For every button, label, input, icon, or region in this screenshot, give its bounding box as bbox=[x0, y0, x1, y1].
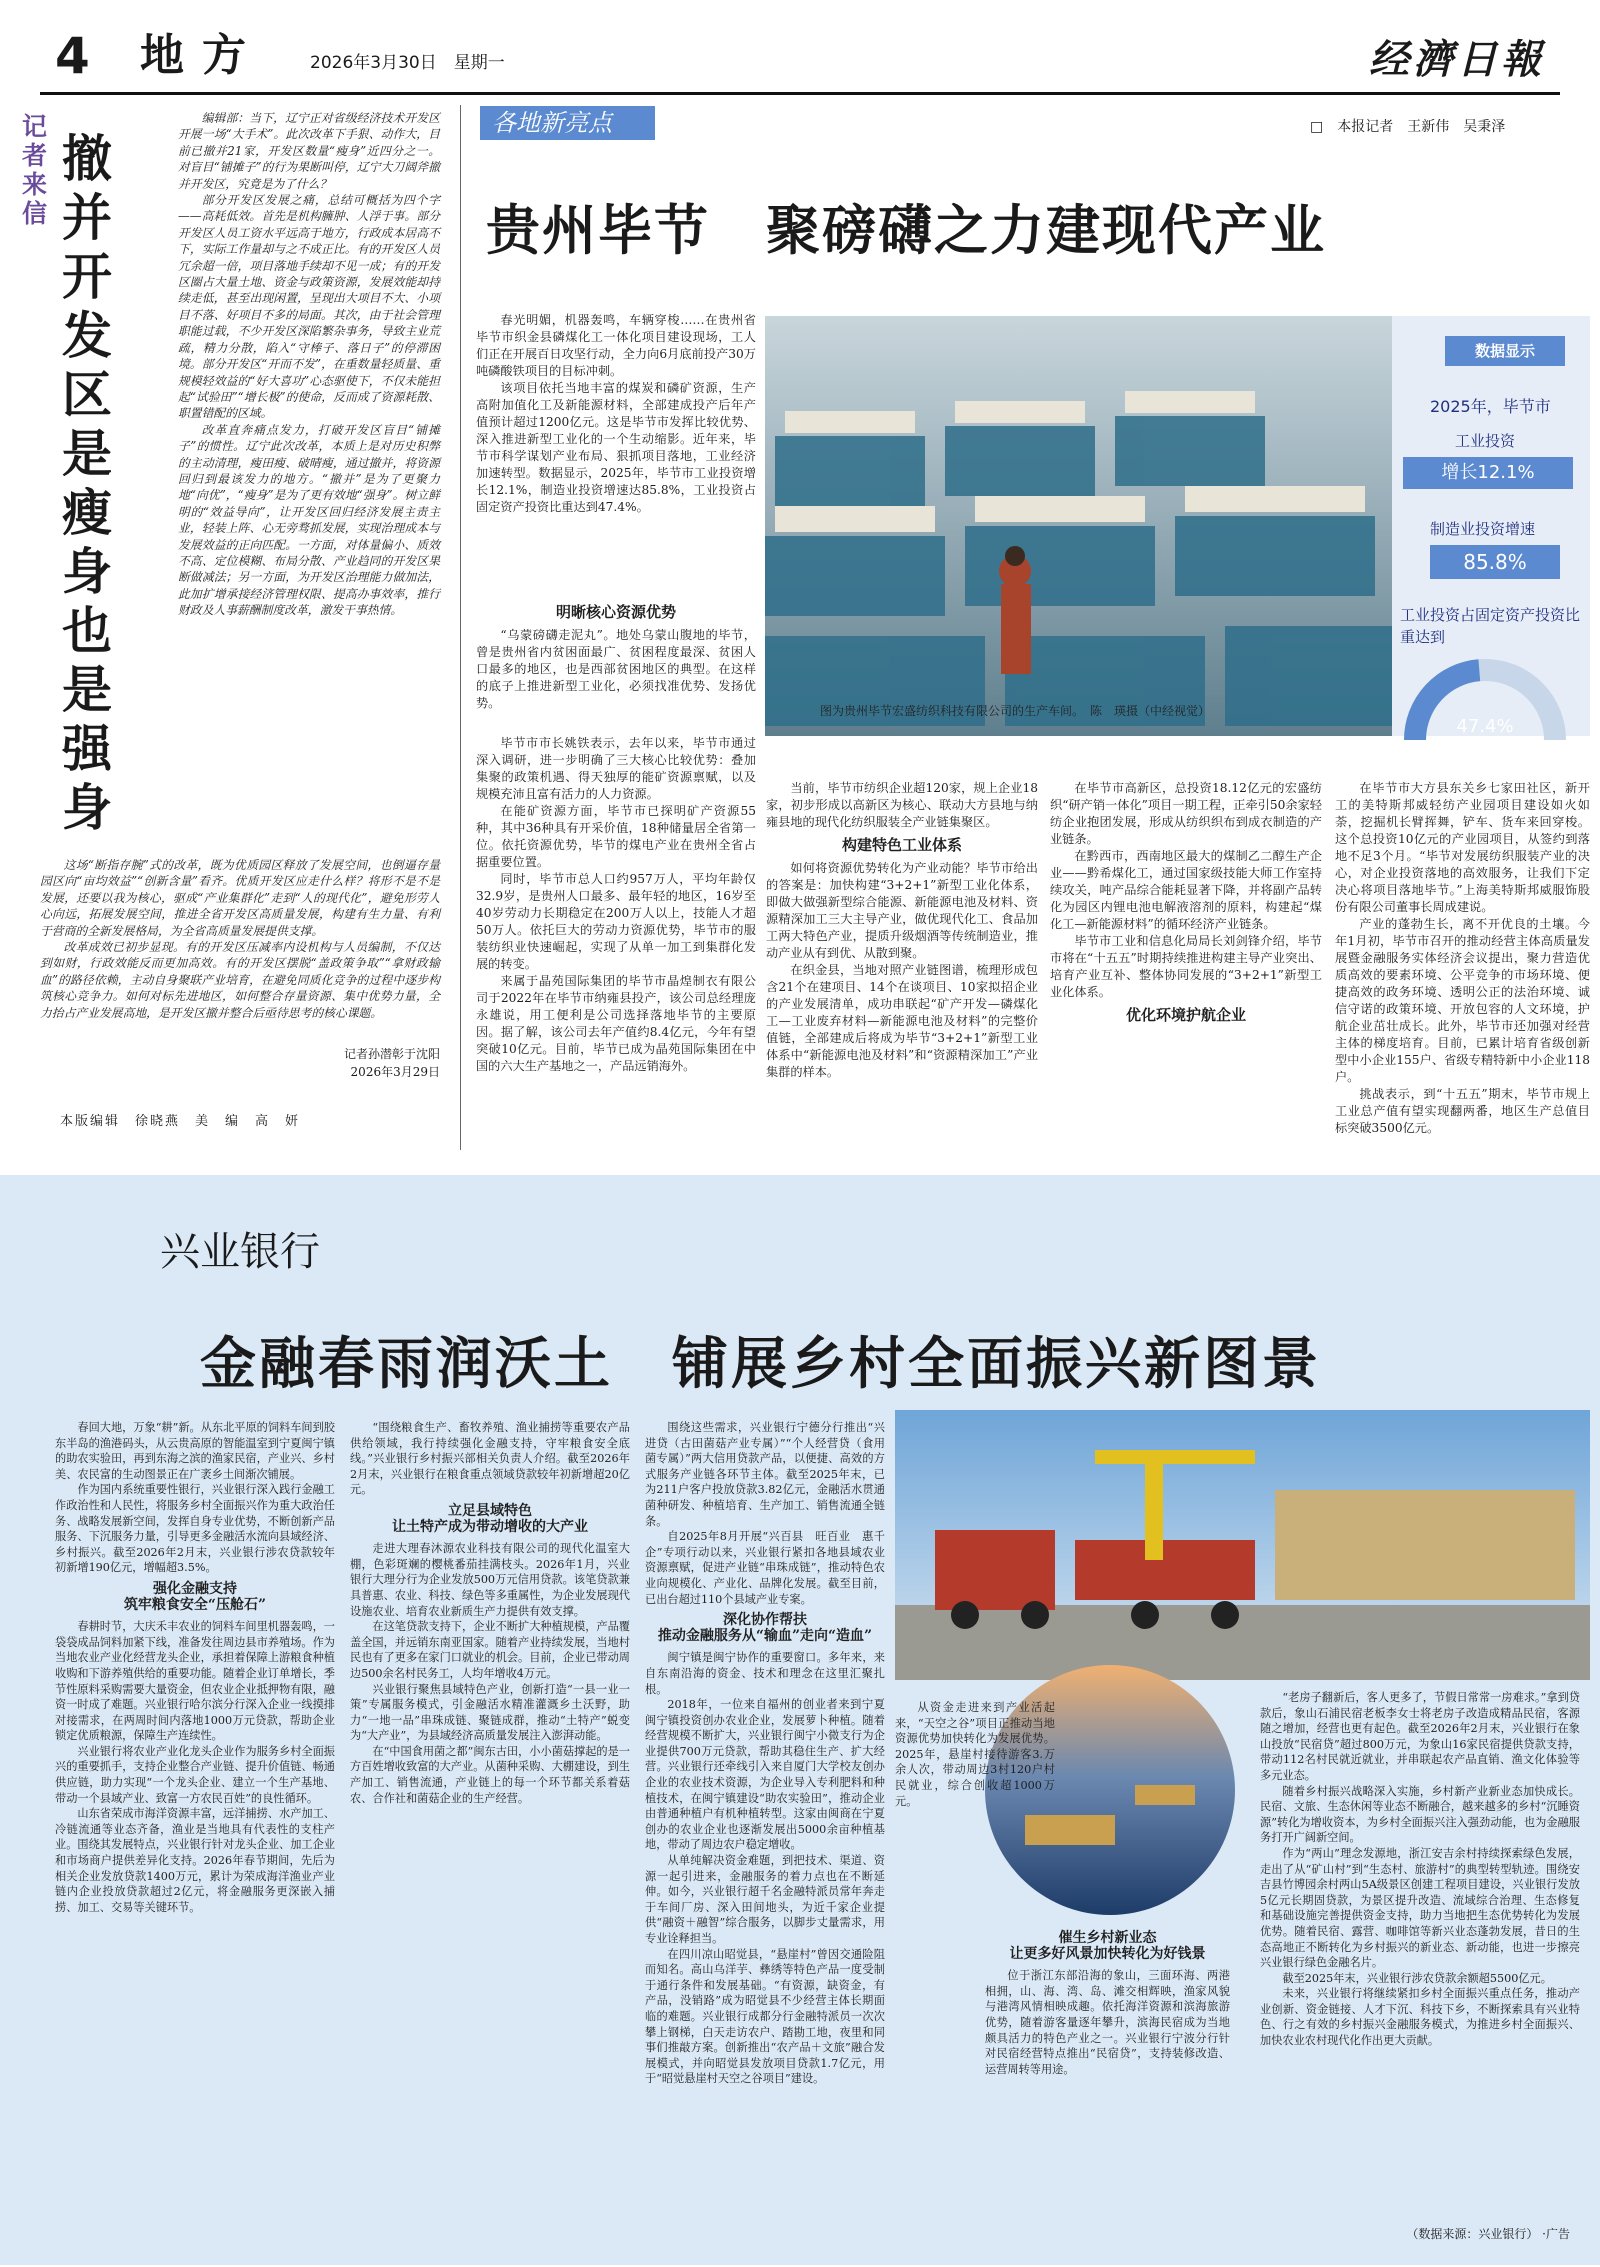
advertorial-column bbox=[1260, 1690, 1580, 2049]
article-column bbox=[476, 735, 756, 1075]
paragraph: 从资金走进来到产业活起来，“天空之谷”项目正推动当地资源优势加快转化为发展优势。2025年，悬崖村接待游客3.万余人次，带动周边3村120户村民就业，综合创收超1000万元。 bbox=[895, 1701, 1055, 1808]
paragraph: 作为国内系统重要性银行，兴业银行深入践行金融工作政治性和人民性，将服务乡村全面振兴作为重大政治任务、战略发展新空间，发挥自身专业优势，不断创新产品服务、下沉服务力量，引导更多金融活水流向县域经济、乡村振兴。截至2026年2月末，兴业银行涉农贷款较年初新增190亿元，增幅超3.5%。 bbox=[55, 1483, 335, 1575]
paragraph: 改革直奔痛点发力，打破开发区盲目“铺摊子”的惯性。辽宁此次改革，本质上是对历史积弊的主动清理，瘦田瘦、破晴瘦，通过撤并，将资源回归到最该发力的地方。“撤并”是为了更聚力地“向优”，“瘦身”是为了更有效地“强身”。树立鲜明的“效益导向”，让开发区回归经济发展主责主业，轻装上阵、心无旁骛抓发展，实现治理成本与发展效益的正向匹配。一方面，对体量偏小、质效不高、定位模糊、布局分散、产业趋同的开发区果断做减法；另一方面，为开发区治理能力做加法，此加扩增承接经济管理权限、提高办事效率，推行财政及人事薪酬制度改革，激发干事热情。 bbox=[178, 422, 440, 618]
paragraph: 这场“断指存腕”式的改革，既为优质园区释放了发展空间，也倒逼存量园区向“亩均效益”“创新含量”看齐。优质开发区应走什么样？将形不是不是发展，还要以我为核心，驱成“产业集群化”走到“人的现代化”，避免形劳人心向远，拓展发展空间，推进全省开发区高质量发展，构建有生力量、有利于营商的全新发展格局，为全省高质量发展提供支撑。 bbox=[40, 858, 440, 938]
advertorial-column bbox=[895, 1700, 1055, 1809]
advertorial-source bbox=[1406, 2225, 1570, 2242]
share-gauge bbox=[1395, 652, 1575, 742]
subheading: 优化环境护航企业 bbox=[1125, 1006, 1246, 1024]
subheading: 催生乡村新业态 让更多好风景加快转化为好钱景 bbox=[1009, 1930, 1206, 1962]
paragraph: 该项目依托当地丰富的煤炭和磷矿资源，生产高附加值化工及新能源材料，全部建成投产后年产值预计超过1200亿元。这是毕节市发挥比较优势、深入推进新型工业化的一个生动缩影。近年来，毕节市科学谋划产业布局、狠抓项目落地，工业经济加速转型。数据显示，2025年，毕节市工业投资增长12.1%，制造业投资增速达85.8%，工业投资占固定资产投资比重达到47.4%。 bbox=[476, 381, 756, 514]
paragraph: 在能矿资源方面，毕节市已探明矿产资源55种，其中36种具有开采价值，18种储量居全省第一位。依托资源优势，毕节的煤电产业在贵州全省占据重要位置。 bbox=[476, 804, 756, 869]
paragraph: 山东省荣成市海洋资源丰富，远洋捕捞、水产加工、冷链流通等业态齐备，渔业是当地具有代表性的支柱产业。围绕其发展特点，兴业银行针对龙头企业、加工企业和市场商户提供差异化支持。2026年春节期间，先后为相关企业发放贷款1400万元，累计为荣成海洋渔业产业链内企业投放贷款超过2亿元，将金融服务更深嵌入捕捞、加工、交易等关键环节。 bbox=[55, 1807, 335, 1914]
issue-date: 2026年3月30日 星期一 bbox=[310, 53, 505, 73]
paragraph: 从单纯解决资金难题，到把技术、渠道、资源一起引进来，金融服务的着力点也在不断延伸。如今，兴业银行超千名金融特派员常年奔走于车间厂房、深入田间地头，为近千家企业提供“融资＋融智”综合服务，以脚步丈量需求，用专业诠释担当。 bbox=[645, 1854, 885, 1945]
paragraph: 春耕时节，大庆禾丰农业的饲料车间里机器轰鸣，一袋袋成品饲料加紧下线，准备发往周边县市养殖场。作为当地农业产业化经营龙头企业，承担着保障上游粮食种植收购和下游养殖供给的重要功能。随着企业订单增长，季节性原料采购需要大量资金，但农业企业抵押物有限，融资一时成了难题。兴业银行哈尔滨分行深入企业一线摸排对接需求，在两周时间内落地1000万元贷款，帮助企业锁定优质粮源，保障生产连续性。 bbox=[55, 1620, 335, 1743]
paragraph: 春回大地，万象“耕”新。从东北平原的饲料车间到胶东半岛的渔港码头，从云贵高原的智能温室到宁夏闽宁镇的助农实验田，再到东海之滨的渔家民宿，产业兴、乡村美、农民富的生动图景正在广袤乡土间渐次铺展。 bbox=[55, 1421, 335, 1481]
advertorial-column bbox=[350, 1420, 630, 1806]
left-article-body-bottom bbox=[40, 857, 440, 1021]
advertorial-brand: 兴业银行 bbox=[160, 1229, 320, 1275]
article-column bbox=[476, 598, 756, 712]
factory-photo bbox=[765, 316, 1395, 736]
paragraph: 来属于晶苑国际集团的毕节市晶煌制衣有限公司于2022年在毕节市纳雍县投产，该公司总经理庞永雄说，用工便利是公司选择落地毕节的主要原因。据了解，该公司去年产值约8.4亿元，今年有望突破10亿元。目前，毕节已成为晶苑国际集团在中国的六大生产基地之一，产品远销海外。 bbox=[476, 974, 756, 1073]
paragraph: 2018年，一位来自福州的创业者来到宁夏闽宁镇投资创办农业企业，发展萝卜种植。随着经营规模不断扩大，兴业银行闽宁小微支行为企业提供700万元贷款，帮助其稳住生产、扩大经营。兴业银行还牵线引入来自厦门大学校友创办企业的农业技术资源，为企业导入专利肥料和种植技术，在闽宁镇建设“助农实验田”，推动企业由普通种植户有机种植转型。这家由闽商在宁夏创办的农业企业也逐渐发展出5000余亩种植基地，带动了周边农户稳定增收。 bbox=[645, 1698, 885, 1852]
signature-author: 记者孙潜彰于沈阳 bbox=[343, 1047, 440, 1061]
article-column bbox=[1050, 780, 1322, 1030]
subheading: 立足县域特色 让土特产成为带动增收的大产业 bbox=[392, 1502, 588, 1535]
stat-value-share: 47.4% bbox=[1456, 716, 1514, 737]
paragraph: 改革成效已初步显现。有的开发区压减率内设机构与人员编制，不仅达到如财，行政效能反而更加高效。有的开发区摆脱“盖政策争取”“拿财政输血”的路径依赖，主动自身聚联产业培育，在避免同质化竞争的过程中逐步构筑核心竞争力。如何对标先进地区，如何整合存量资源、集中优势力量，全力抬占产业发展高地，是开发区撤并整合后亟待思考的核心课题。 bbox=[40, 940, 440, 1020]
paragraph: 兴业银行聚焦县域特色产业，创新打造“一县一业一策”专属服务模式，引金融活水精准灌溉乡土沃野，助力“一地一品”串珠成链、聚链成群，推动“土特产”蜕变为“大产业”，为县域经济高质量发展注入澎湃动能。 bbox=[350, 1682, 630, 1743]
paragraph: 部分开发区发展之痛，总结可概括为四个字——高耗低效。首先是机构臃肿、人浮于事。部分开发区人员工资水平远高于地方，行政成本居高不下，实际工作量却与之不成正比。有的开发区人员冗余超一倍，项目落地手续却不见一成；有的开发区圈占大量土地、资金与政策资源，发展效能却持续走低，甚至出现闲置，呈现出大项目不大、小项目不落、好项目不多的局面。其次，由于社会管理职能过载，不少开发区深陷繁杂事务，导致主业荒疏，精力分散，陷入“守棒子、落日子”的停滞困境。部分开发区“开而不发”，在重数量轻质量、重规模轻效益的“好大喜功”心态驱使下，不仅未能担起“试验田”“增长极”的使命，反而成了资源耗散、职置错配的区域。 bbox=[178, 193, 440, 421]
article-column bbox=[1335, 780, 1590, 1137]
article-column bbox=[766, 780, 1038, 1081]
subheading: 强化金融支持 筑牢粮食安全“压舱石” bbox=[123, 1580, 267, 1613]
paragraph: 随着乡村振兴战略深入实施，乡村新产业新业态加快成长。民宿、文旅、生态休闲等业态不断融合，越来越多的乡村“沉睡资源”转化为增收资本，为乡村全面振兴注入强劲动能，也为金融服务打开广阔新空间。 bbox=[1260, 1784, 1580, 1845]
column-divider bbox=[460, 105, 461, 1150]
section-title: 地方 bbox=[140, 30, 264, 81]
photo-caption: 图为贵州毕节宏盛纺织科技有限公司的生产车间。 陈 瑛摄（中经视觉） bbox=[820, 704, 1211, 718]
left-article-signature bbox=[250, 1045, 440, 1081]
ad-mark: ·广告 bbox=[1542, 2227, 1570, 2241]
paragraph: 毕节市工业和信息化局局长刘剑锋介绍，毕节市将在“十五五”时期持续推进构建主导产业突出、培育产业互补、整体协同发展的“3+2+1”新型工业化体系。 bbox=[1050, 934, 1322, 999]
paragraph: “乌蒙磅礴走泥丸”。地处乌蒙山腹地的毕节，曾是贵州省内贫困面最广、贫困程度最深、贫困人口最多的地区，也是西部贫困地区的典型。在这样的底子上推进新型工业化，必须找准优势、发扬优势。 bbox=[476, 628, 756, 710]
advertorial-headline: 金融春雨润沃土 铺展乡村全面振兴新图景 bbox=[200, 1332, 1321, 1397]
logistics-photo bbox=[895, 1410, 1590, 1680]
paragraph: 在毕节市高新区，总投资18.12亿元的宏盛纺织“研产销一体化”项目一期工程，正牵引50余家轻纺企业抱团发展，形成从纺织织布到成衣制造的产业链条。 bbox=[1050, 781, 1322, 846]
article-column bbox=[476, 312, 756, 516]
data-panel-year: 2025年，毕节市 bbox=[1430, 397, 1551, 416]
signature-date: 2026年3月29日 bbox=[350, 1065, 440, 1079]
main-headline: 贵州毕节 聚磅礴之力建现代产业 bbox=[486, 199, 1326, 262]
paragraph: 闽宁镇是闽宁协作的重要窗口。多年来，来自东南沿海的资金、技术和理念在这里汇聚扎根。 bbox=[645, 1651, 885, 1696]
paragraph: 在黔西市，西南地区最大的煤制乙二醇生产企业——黔希煤化工，通过国家级技能大师工作室持续攻关，吨产品综合能耗显著下降，并将副产品转化为园区内锂电池电解液溶剂的原料，构建起“煤化工—新能源材料”的循环经济产业链条。 bbox=[1050, 849, 1322, 931]
paragraph: 围绕这些需求，兴业银行宁德分行推出“兴进贷（古田菌菇产业专属）”“个人经营贷（食用菌专属）”两大信用贷款产品，以便捷、高效的方式服务产业链各环节主体。截至2025年末，已为211户客户投放贷款3.82亿元，金融活水贯通菌种研发、种植培育、生产加工、销售流通全链条。 bbox=[645, 1421, 885, 1528]
byline: □ 本报记者 王新伟 吴秉泽 bbox=[1310, 119, 1506, 135]
subheading: 明晰核心资源优势 bbox=[555, 603, 676, 621]
subheading: 深化协作帮扶 推动金融服务从“输血”走向“造血” bbox=[657, 1612, 873, 1644]
data-panel-title: 数据显示 bbox=[1445, 336, 1565, 366]
paragraph: 在织金县，当地对照产业链图谱，梳理形成包含21个在建项目、14个在谈项目、10家拟招企业的产业发展清单，成功串联起“矿产开发—磷煤化工—工业废弃材料—新能源电池及材料”的完整价值链，全部建成后将成为毕节“3+2+1”新型工业体系中“新能源电池及材料”和“资源精深加工”产业集群的样本。 bbox=[766, 963, 1038, 1079]
stat-value-manufacturing: 85.8% bbox=[1430, 545, 1560, 579]
paragraph: 未来，兴业银行将继续紧扣乡村全面振兴重点任务，推动产业创新、资金链接、人才下沉、科技下乡，不断探索具有兴业特色、行之有效的乡村振兴金融服务模式，为推进乡村全面振兴、加快农业农村现代化作出更大贡献。 bbox=[1260, 1987, 1580, 2048]
paragraph: 作为“两山”理念发源地，浙江安吉余村持续探索绿色发展，走出了从“矿山村”到“生态村、旅游村”的典型转型轨迹。围绕安吉县竹博园余村两山5A级景区创建工程项目建设，兴业银行发放5亿元长期固贷款，为景区提升改造、流域综合治理、生态修复和基础设施完善提供资金支持，助力当地把生态优势转化为发展优势。随着民宿、露营、咖啡馆等新兴业态蓬勃发展，昔日的生态高地正不断转化为乡村振兴的新业态、新动能，也进一步擦亮兴业银行绿色金融名片。 bbox=[1260, 1846, 1580, 1970]
data-source: （数据来源：兴业银行） bbox=[1406, 2227, 1539, 2241]
page-editors: 本版编辑 徐晓燕 美 编 高 妍 bbox=[60, 1114, 301, 1129]
textile-workshop-image bbox=[765, 316, 1395, 736]
subheading: 构建特色工业体系 bbox=[841, 836, 962, 854]
advertorial-column bbox=[55, 1420, 335, 1915]
paragraph: 走进大理春沐源农业科技有限公司的现代化温室大棚，色彩斑斓的樱桃番茄挂满枝头。2026年1月，兴业银行大理分行为企业发放500万元信用贷款。该笔贷款兼具普惠、农业、科技、绿色等多重属性，为企业发展现代设施农业、培育农业新质生产力提供有效支撑。 bbox=[350, 1542, 630, 1618]
paragraph: 挑战表示，到“十五五”期末，毕节市规上工业总产值有望实现翻两番，地区生产总值目标突破3500亿元。 bbox=[1335, 1087, 1590, 1135]
stat-value-industrial-investment: 增长12.1% bbox=[1403, 457, 1573, 489]
paragraph: 截至2025年末，兴业银行涉农贷款余额超5500亿元。 bbox=[1282, 1971, 1552, 1985]
paragraph: 产业的蓬勃生长，离不开优良的土壤。今年1月初，毕节市召开的推动经营主体高质量发展暨金融服务实体经济会议提出，聚力营造优质高效的要素环境、公平竞争的市场环境、便捷高效的政务环境、透明公正的法治环境、诚信守诺的政策环境、开放包容的人文环境，护航企业茁壮成长。此外，毕节市还加强对经营主体的梯度培育。目前，已累计培育省级创新型中小企业155户、省级专精特新中小企业118户。 bbox=[1335, 917, 1590, 1084]
paragraph: “围绕粮食生产、畜牧养殖、渔业捕捞等重要农产品供给领域，我行持续强化金融支持，守牢粮食安全底线。”兴业银行乡村振兴部相关负责人介绍。截至2026年2月末，兴业银行在粮食重点领域贷款较年初新增超20亿元。 bbox=[350, 1421, 630, 1497]
paragraph: 如何将资源优势转化为产业动能？毕节市给出的答案是：加快构建“3+2+1”新型工业化体系，即做大做强新型综合能源、新能源电池及材料、资源精深加工三大主导产业，做优现代化工、食品加工两大特色产业，提质升级烟酒等传统制造业，推动产业从有到优、从散到聚。 bbox=[766, 861, 1038, 960]
stat-label-industrial-investment: 工业投资 bbox=[1455, 432, 1516, 450]
stat-label-manufacturing: 制造业投资增速 bbox=[1430, 520, 1536, 538]
paragraph: 自2025年8月开展“兴百县 旺百业 惠千企”专项行动以来，兴业银行紧扣各地县域农业资源禀赋，促进产业链“串珠成链”，推动特色农业向规模化、产业化、品牌化发展。截至目前，已出台超过110个县域产业专案。 bbox=[645, 1530, 885, 1606]
paragraph: “老房子翻新后，客人更多了，节假日常常一房难求。”拿到贷款后，象山石浦民宿老板李女士将老房子改造成精品民宿，客源随之增加，经营也更有起色。截至2026年2月末，兴业银行在象山投放“民宿贷”超过800万元，为象山16家民宿提供贷款支持，带动112名村民就近就业，并串联起农产品直销、渔文化体验等多元业态。 bbox=[1260, 1691, 1580, 1782]
reporter-letter-tag: 记者来信 bbox=[22, 112, 48, 228]
left-article-title: 撤并开发区是瘦身也是强身 bbox=[62, 130, 112, 837]
paragraph: 在“中国食用菌之都”闽东古田，小小菌菇撑起的是一方百姓增收致富的大产业。从菌种采购、大棚建设，到生产加工、销售流通，产业链上的每一个环节都关系着菇农、合作社和菌菇企业的生产经营。 bbox=[350, 1744, 630, 1805]
paragraph: 在四川凉山昭觉县，“悬崖村”曾因交通险阻而知名。高山乌洋芋、彝绣等特色产品一度受制于通行条件和发展基础。“有资源，缺资金，有产品，没销路”成为昭觉县不少经营主体长期面临的难题。兴业银行成都分行金融特派员一次次攀上钢梯，白天走访农户、踏勘工地，夜里和同事们推敲方案。创新推出“农产品＋文旅”融合发展模式，并向昭觉县发放项目贷款1.7亿元，用于“昭觉悬崖村天空之谷项目”建设。 bbox=[645, 1947, 885, 2086]
paragraph: 在这笔贷款支持下，企业不断扩大种植规模，产品覆盖全国，并远销东南亚国家。随着产业持续发展，当地村民也有了更多在家门口就业的机会。目前，企业已带动周边500余名村民务工，人均年增收4万元。 bbox=[350, 1620, 630, 1680]
newspaper-logo: 经濟日報 bbox=[1369, 36, 1545, 83]
stat-label-share: 工业投资占固定资产投资比重达到 bbox=[1400, 606, 1581, 646]
paragraph: 毕节市市长姚铁表示，去年以来，毕节市通过深入调研，进一步明确了三大核心比较优势：叠加集聚的政策机遇、得天独厚的能矿资源禀赋，以及规模充沛且富有活力的人力资源。 bbox=[476, 736, 756, 801]
paragraph: 当前，毕节市纺织企业超120家，规上企业18家，初步形成以高新区为核心、联动大方县地与纳雍县地的现代化纺织服装全产业链集聚区。 bbox=[766, 781, 1038, 829]
paragraph: 位于浙江东部沿海的象山，三面环海、两港相拥，山、海、湾、岛、滩交相辉映，渔家风貌与港湾风情相映成趣。依托海洋资源和滨海旅游优势，随着游客量逐年攀升，滨海民宿成为当地颇具活力的特色产业之一。兴业银行宁波分行针对民宿经营特点推出“民宿贷”，支持装修改造、运营周转等用途。 bbox=[985, 1969, 1230, 2076]
masthead-rule bbox=[40, 92, 1560, 95]
paragraph: 编辑部：当下，辽宁正对省级经济技术开发区开展一场“大手术”。此次改革下手狠、动作大，目前已撤并21家，开发区数量“瘦身”近四分之一。对盲目“铺摊子”的行为果断叫停，辽宁大刀阔斧撤并开发区，究竟是为了什么？ bbox=[178, 111, 440, 191]
paragraph: 同时，毕节市总人口约957万人，平均年龄仅32.9岁，是贵州人口最多、最年轻的地区，16岁至40岁劳动力长期稳定在200万人以上，技能人才超50万人。依托巨大的劳动力资源优势，毕节市的服装纺织业快速崛起，实现了从单一加工到集群化发展的转变。 bbox=[476, 872, 756, 971]
left-article-body-top bbox=[178, 110, 440, 619]
paragraph: 在毕节市大方县东关乡七家田社区，新开工的美特斯邦威轻纺产业园项目建设如火如荼，挖掘机长臂挥舞，铲车、货车来回穿梭。这个总投资10亿元的产业园项目，从签约到落地不足3个月。“毕节对发展纺织服装产业的决心，对企业投资落地的高效服务，让我们下定决心将项目落地毕节。”上海美特斯邦威服饰股份有限公司董事长周成建说。 bbox=[1335, 781, 1590, 914]
page-number: 4 bbox=[55, 27, 90, 85]
advertorial-column bbox=[645, 1420, 885, 2087]
advertorial-column bbox=[985, 1925, 1230, 2077]
paragraph: 春光明媚，机器轰鸣，车辆穿梭……在贵州省毕节市织金县磷煤化工一体化项目建设现场，工人们正在开展百日攻坚行动，全力向6月底前投产30万吨磷酸铁项目的目标冲刺。 bbox=[476, 313, 756, 378]
section-label: 各地新亮点 bbox=[480, 106, 655, 140]
paragraph: 兴业银行将农业产业化龙头企业作为服务乡村全面振兴的重要抓手，支持企业整合产业链、提升价值链、畅通供应链，助力实现“一个龙头企业、建立一个生产基地、带动一个县域产业、致富一方农民百姓”的良性循环。 bbox=[55, 1744, 335, 1805]
